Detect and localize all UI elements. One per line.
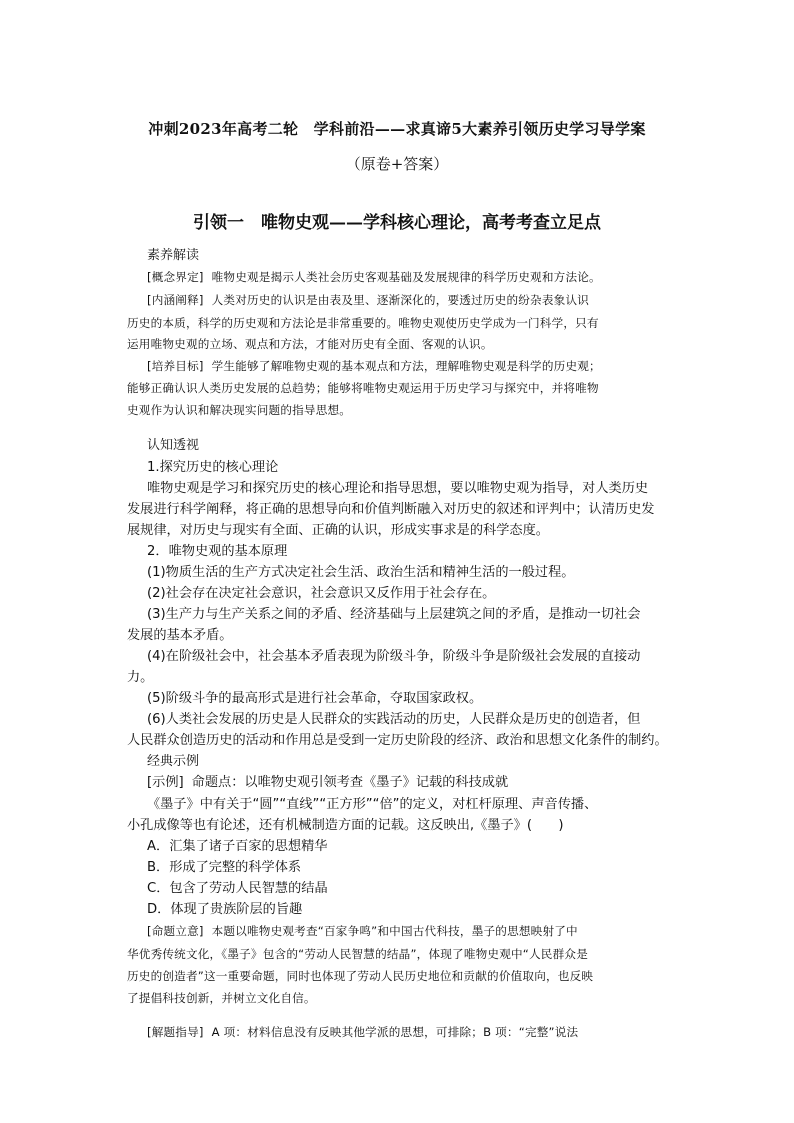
option-c: C．包含了劳动人民智慧的结晶 [147,881,328,896]
principle-6: (6)人类社会发展的历史是人民群众的实践活动的历史，人民群众是历史的创造者，但 [147,712,641,727]
question-line-2: 小孔成像等也有论述，还有机械制造方面的记载。这反映出,《墨子》( ) [127,818,564,833]
principle-3-cont: 发展的基本矛盾。 [127,628,233,643]
intent-label: [命题立意] [147,924,204,938]
document-subtitle: （原卷+答案） [345,155,449,173]
goal-text: 学生能够了解唯物史观的基本观点和方法，理解唯物史观是科学的历史观； [211,359,601,373]
example-topic: 命题点：以唯物史观引领考查《墨子》记载的科技成就 [191,775,509,790]
principle-4: (4)在阶级社会中，社会基本矛盾表现为阶级斗争，阶级斗争是阶级社会发展的直接动 [147,649,641,664]
concept-paragraph [147,267,687,288]
goal-label: [培养目标] [147,359,204,373]
item1-line-3: 展规律，对历史与现实有全面、正确的认识，形成实事求是的科学态度。 [127,523,549,538]
example-heading: 经典示例 [147,754,200,769]
intent-line-2: 华优秀传统文化，《墨子》包含的“劳动人民智慧的结晶”，体现了唯物史观中“人民群众是 [127,947,588,961]
item1-line-1: 唯物史观是学习和探究历史的核心理论和指导思想，要以唯物史观为指导，对人类历史 [147,481,649,496]
item1-line-2: 发展进行科学阐释，将正确的思想导向和价值判断融入对历史的叙述和评判中；认清历史发 [127,502,655,517]
meaning-label: [内涵阐释] [147,293,204,307]
goal-line-2: 能够正确认识人类历史发展的总趋势；能够将唯物史观运用于历史学习与探究中，并将唯物 [127,381,599,395]
meaning-text: 人类对历史的认识是由表及里、逐渐深化的，要透过历史的纷杂表象认识 [211,293,590,307]
principle-1: (1)物质生活的生产方式决定社会生活、政治生活和精神生活的一般过程。 [147,565,575,580]
item1-title: 1.探究历史的核心理论 [147,460,279,475]
principle-2: (2)社会存在决定社会意识，社会意识又反作用于社会存在。 [147,586,496,601]
literacy-heading: 素养解读 [147,248,200,263]
example-label: [示例] [147,775,184,790]
goal-line-1 [147,356,687,377]
principle-6-cont: 人民群众创造历史的活动和作用总是受到一定历史阶段的经济、政治和思想文化条件的制约。 [127,733,668,748]
principle-4-cont: 力。 [127,670,154,685]
option-a: A．汇集了诸子百家的思想精华 [147,839,328,854]
guide-label: [解题指导] [147,1025,204,1039]
intent-line-3: 历史的创造者”这一重要命题，同时也体现了劳动人民历史地位和贡献的价值取向，也反映 [127,969,594,983]
example-topic-line [147,772,687,793]
principle-3: (3)生产力与生产关系之间的矛盾、经济基础与上层建筑之间的矛盾，是推动一切社会 [147,607,641,622]
concept-text: 唯物史观是揭示人类社会历史客观基础及发展规律的科学历史观和方法论。 [211,270,601,284]
cognition-heading: 认知透视 [147,438,200,453]
option-b: B．形成了完整的科学体系 [147,860,302,875]
goal-line-3: 史观作为认识和解决现实问题的指导思想。 [127,403,352,417]
concept-label: [概念界定] [147,270,204,284]
intent-line-4: 了提倡科技创新，并树立文化自信。 [127,991,316,1005]
option-d: D．体现了贵族阶层的旨趣 [147,902,303,917]
guide-line-1 [147,1022,687,1043]
question-line-1: 《墨子》中有关于“圆”“直线”“正方形”“倍”的定义，对杠杆原理、声音传播、 [147,797,598,812]
guide-text: A 项：材料信息没有反映其他学派的思想，可排除；B 项：“完整”说法 [211,1025,579,1039]
meaning-line-3: 运用唯物史观的立场、观点和方法，才能对历史有全面、客观的认识。 [127,337,493,351]
meaning-line-2: 历史的本质，科学的历史观和方法论是非常重要的。唯物史观使历史学成为一门科学，只有 [127,316,599,330]
meaning-line-1 [147,290,687,311]
document-title: 冲刺2023年高考二轮 学科前沿——求真谛5大素养引领历史学习导学案 [148,120,646,138]
section-title: 引领一 唯物史观——学科核心理论，高考考查立足点 [193,213,601,233]
principle-5: (5)阶级斗争的最高形式是进行社会革命，夺取国家政权。 [147,691,483,706]
intent-line-1 [147,921,687,942]
item2-title: 2．唯物史观的基本原理 [147,544,288,559]
intent-text: 本题以唯物史观考查“百家争鸣”和中国古代科技，墨子的思想映射了中 [211,924,578,938]
